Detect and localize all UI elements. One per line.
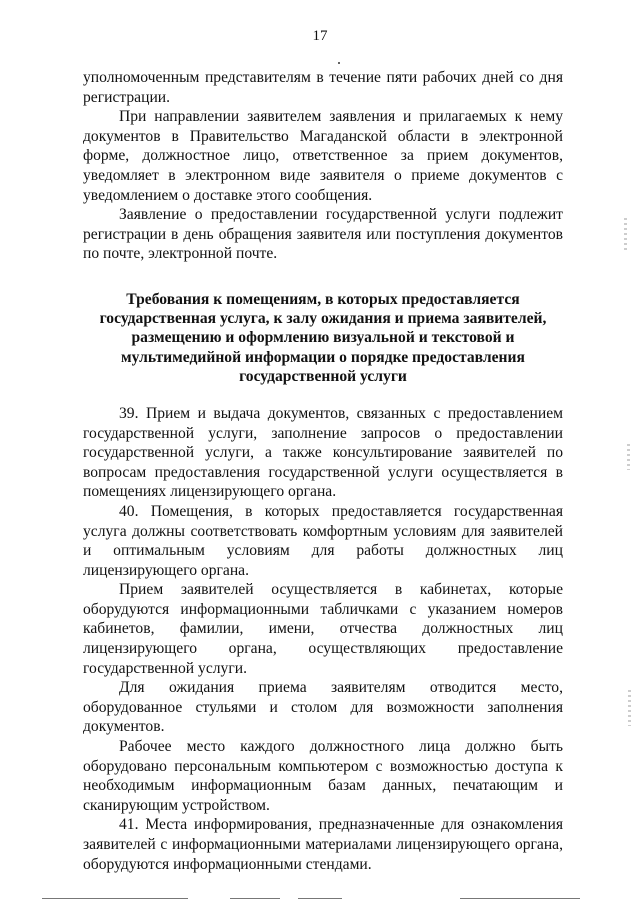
heading-line: размещению и оформлению визуальной и текстовой и xyxy=(131,329,515,347)
section-heading xyxy=(83,290,563,386)
footer-rule xyxy=(230,898,280,899)
scan-edge-mark xyxy=(627,444,630,470)
scan-edge-mark xyxy=(628,690,631,726)
footer-rule xyxy=(460,898,580,899)
paragraph-waiting-area: Для ожидания приема заявителям отводится место, оборудованное стульями и столом для возможности заполнения документов. xyxy=(83,679,563,736)
scan-edge-mark xyxy=(624,218,627,252)
heading-line: государственная услуга, к залу ожидания и приема заявителей, xyxy=(99,310,547,328)
page-number: 17 xyxy=(312,28,328,44)
paragraph-registration: Заявление о предоставлении государственной услуги подлежит регистрации в день обращения заявителя или поступления документов по почте, электронной почте. xyxy=(83,206,563,263)
heading-line: государственной услуги xyxy=(239,367,407,385)
paragraph-item-40: 40. Помещения, в которых предоставляется государственная услуга должны соответствовать комфортным условиям для заявителей и оптимальным условиям для работы должностных лиц лицензирующего органа. xyxy=(83,502,563,579)
heading-line: Требования к помещениям, в которых предоставляется xyxy=(126,290,520,308)
paragraph-continuation: уполномоченным представителям в течение пяти рабочих дней со дня регистрации. xyxy=(83,69,563,106)
paragraph-item-41: 41. Места информирования, предназначенные для ознакомления заявителей с информационными материалами лицензирующего органа, оборудуются информационными стендами. xyxy=(83,816,563,873)
paragraph-item-39: 39. Прием и выдача документов, связанных с предоставлением государственной услуги, заполнение запросов о предоставлении государственной услуги, а также консультирование заявителей по вопросам предоставления государственной услуги осуществляется в помещениях лицензирующего органа. xyxy=(83,404,563,501)
footer-rule xyxy=(298,898,342,899)
paragraph-electronic-submission: При направлении заявителем заявления и прилагаемых к нему документов в Правительство Магаданской области в электронной форме, должностное лицо, ответственное за прием документов, уведомляет в электронном виде заявителя о приеме документов с уведомлением о доставке этого сообщения. xyxy=(83,108,563,204)
document-body xyxy=(83,68,563,874)
scan-speck xyxy=(338,62,340,64)
heading-line: мультимедийной информации о порядке предоставления xyxy=(121,348,525,366)
footer-rule xyxy=(42,898,188,899)
paragraph-reception-rooms: Прием заявителей осуществляется в кабинетах, которые оборудуются информационными табличками с указанием номеров кабинетов, фамилии, имени, отчества должностных лиц лицензирующего органа, осуществляющих предоставление государственной услуги. xyxy=(83,581,563,677)
paragraph-workplace: Рабочее место каждого должностного лица должно быть оборудовано персональным компьютером с возможностью доступа к необходимым информационным базам данных, печатающим и сканирующим устройством. xyxy=(83,738,563,814)
